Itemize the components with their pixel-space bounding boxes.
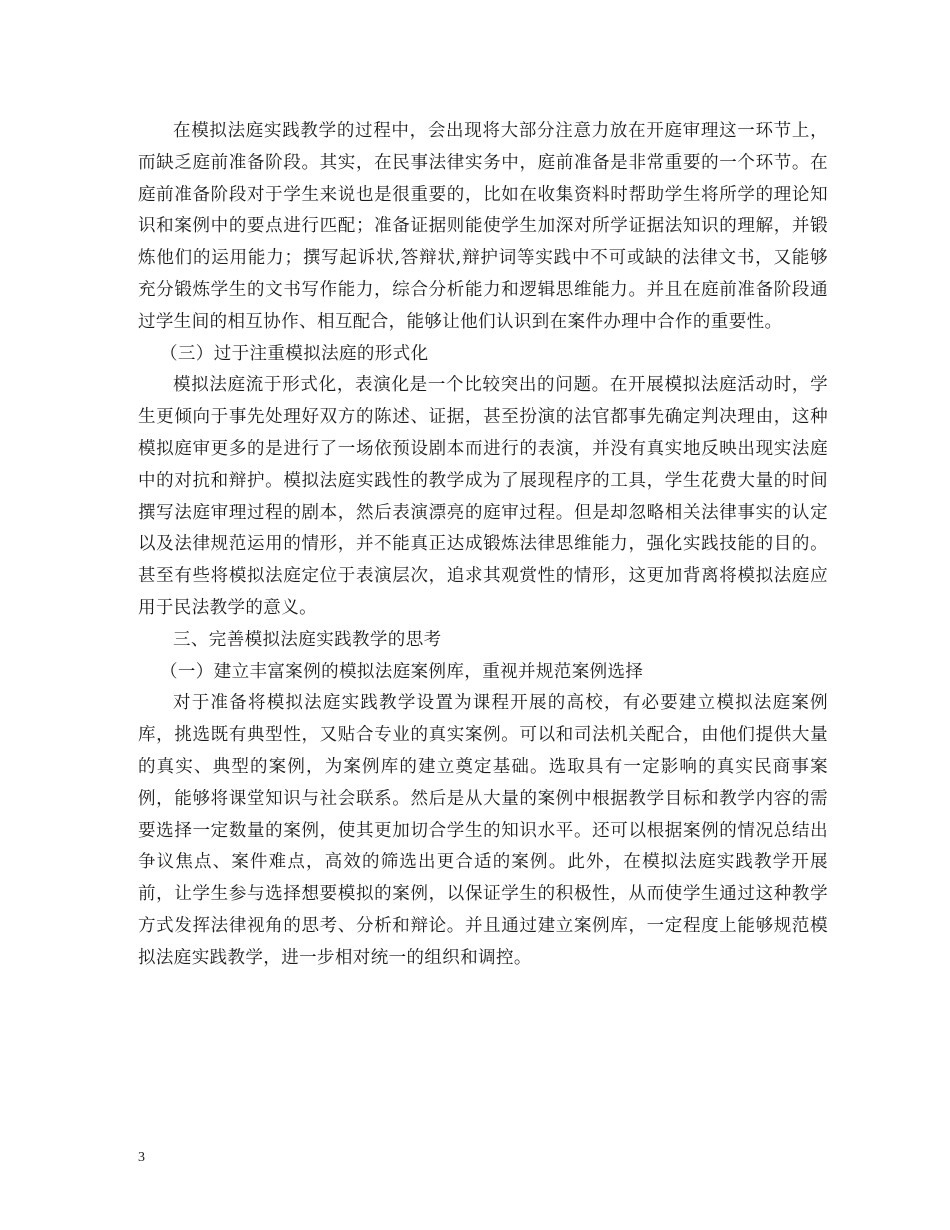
paragraph-pretrial-preparation: 在模拟法庭实践教学的过程中，会出现将大部分注意力放在开庭审理这一环节上，而缺乏庭前准备阶段。其实，在民事法律实务中，庭前准备是非常重要的一个环节。在庭前准备阶段对于学生来说也是很重要的，比如在收集资料时帮助学生将所学的理论知识和案例中的要点进行匹配；准备证据则能使学生加深对所学证据法知识的理解，并锻炼他们的运用能力；撰写起诉状,答辩状,辩护词等实践中不可或缺的法律文书，又能够充分锻炼学生的文书写作能力，综合分析能力和逻辑思维能力。并且在庭前准备阶段通过学生间的相互协作、相互配合，能够让他们认识到在案件办理中合作的重要性。 bbox=[138, 121, 828, 332]
page-content bbox=[138, 116, 828, 975]
page-number: 3 bbox=[138, 1150, 145, 1165]
subheading-formalization: （三）过于注重模拟法庭的形式化 bbox=[160, 343, 429, 364]
paragraph-case-library: 对于准备将模拟法庭实践教学设置为课程开展的高校，有必要建立模拟法庭案例库，挑选既有典型性，又贴合专业的真实案例。可以和司法机关配合，由他们提供大量的真实、典型的案例，为案例库的建立奠定基础。选取具有一定影响的真实民商事案例，能够将课堂知识与社会联系。然后是从大量的案例中根据教学目标和教学内容的需要选择一定数量的案例，使其更加切合学生的知识水平。还可以根据案例的情况总结出争议焦点、案件难点，高效的筛选出更合适的案例。此外，在模拟法庭实践教学开展前，让学生参与选择想要模拟的案例，以保证学生的积极性，从而使学生通过这种教学方式发挥法律视角的思考、分析和辩论。并且通过建立案例库，一定程度上能够规范模拟法庭实践教学，进一步相对统一的组织和调控。 bbox=[138, 693, 828, 968]
section-heading-improvement: 三、完善模拟法庭实践教学的思考 bbox=[173, 629, 442, 650]
subheading-case-library: （一）建立丰富案例的模拟法庭案例库，重视并规范案例选择 bbox=[160, 661, 644, 682]
paragraph-formalization: 模拟法庭流于形式化，表演化是一个比较突出的问题。在开展模拟法庭活动时，学生更倾向于事先处理好双方的陈述、证据，甚至扮演的法官都事先确定判决理由，这种模拟庭审更多的是进行了一场依预设剧本而进行的表演，并没有真实地反映出现实法庭中的对抗和辩护。模拟法庭实践性的教学成为了展现程序的工具，学生花费大量的时间撰写法庭审理过程的剧本，然后表演漂亮的庭审过程。但是却忽略相关法律事实的认定以及法律规范运用的情形，并不能真正达成锻炼法律思维能力，强化实践技能的目的。甚至有些将模拟法庭定位于表演层次，追求其观赏性的情形，这更加背离将模拟法庭应用于民法教学的意义。 bbox=[138, 375, 828, 618]
